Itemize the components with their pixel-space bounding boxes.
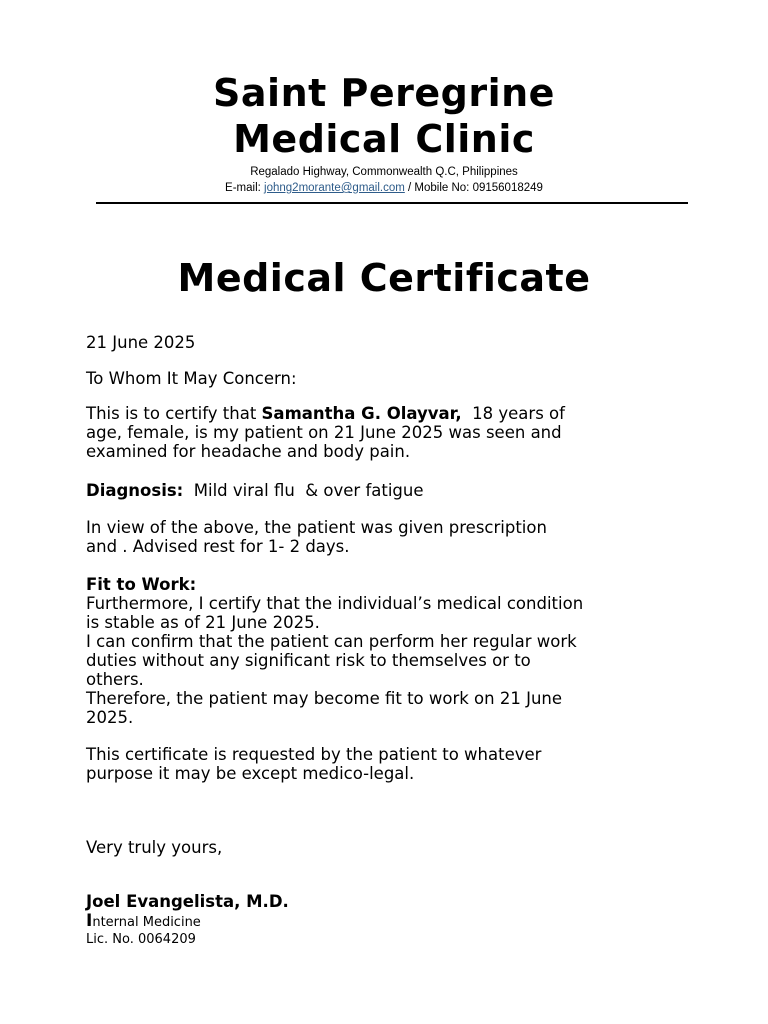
clinic-contact <box>0 181 768 196</box>
mobile-number: / Mobile No: 09156018249 <box>404 182 543 194</box>
fit-line: duties without any significant risk to themselves or to <box>86 651 531 670</box>
certify-intro: This is to certify that <box>86 404 262 423</box>
email-label: E-mail: <box>225 182 265 194</box>
fit-line: others. <box>86 670 144 689</box>
request-line2: purpose it may be except medico-legal. <box>86 764 415 783</box>
signatory-specialty <box>86 913 201 931</box>
fit-line: I can confirm that the patient can perform her regular work <box>86 632 577 651</box>
license-number: Lic. No. 0064209 <box>86 932 196 947</box>
prescription-line1: In view of the above, the patient was given prescription <box>86 518 547 537</box>
certificate-date: 21 June 2025 <box>86 333 196 352</box>
patient-name: Samantha G. Olayvar, <box>261 404 462 423</box>
clinic-name-line2: Medical Clinic <box>233 117 535 161</box>
prescription-paragraph <box>86 518 726 556</box>
request-paragraph <box>86 745 726 783</box>
fit-to-work-section <box>86 575 726 727</box>
document-title: Medical Certificate <box>177 256 591 300</box>
fit-to-work-label: Fit to Work: <box>86 575 197 594</box>
clinic-name <box>0 70 768 162</box>
specialty-initial: I <box>86 911 93 931</box>
diagnosis-value: Mild viral flu & over fatigue <box>183 481 424 500</box>
salutation: To Whom It May Concern: <box>86 369 297 388</box>
certify-line3: examined for headache and body pain. <box>86 442 411 461</box>
fit-line: Therefore, the patient may become fit to work on 21 June <box>86 689 563 708</box>
clinic-name-line1: Saint Peregrine <box>213 71 555 115</box>
fit-line: 2025. <box>86 708 134 727</box>
request-line1: This certificate is requested by the patient to whatever <box>86 745 542 764</box>
certify-line2: age, female, is my patient on 21 June 2025 was seen and <box>86 423 562 442</box>
header-divider <box>96 202 688 204</box>
certify-line1-rest: 18 years of <box>461 404 565 423</box>
certification-paragraph <box>86 404 726 461</box>
signatory-name: Joel Evangelista, M.D. <box>86 892 289 911</box>
clinic-address: Regalado Highway, Commonwealth Q.C, Philippines <box>250 166 518 178</box>
prescription-line2: and . Advised rest for 1- 2 days. <box>86 537 350 556</box>
diagnosis-label: Diagnosis: <box>86 481 184 500</box>
specialty-rest: nternal Medicine <box>92 915 201 930</box>
fit-line: is stable as of 21 June 2025. <box>86 613 320 632</box>
closing: Very truly yours, <box>86 838 223 857</box>
email-link[interactable]: johng2morante@gmail.com <box>264 182 405 194</box>
diagnosis-line <box>86 481 726 500</box>
fit-line: Furthermore, I certify that the individual’s medical condition <box>86 594 584 613</box>
